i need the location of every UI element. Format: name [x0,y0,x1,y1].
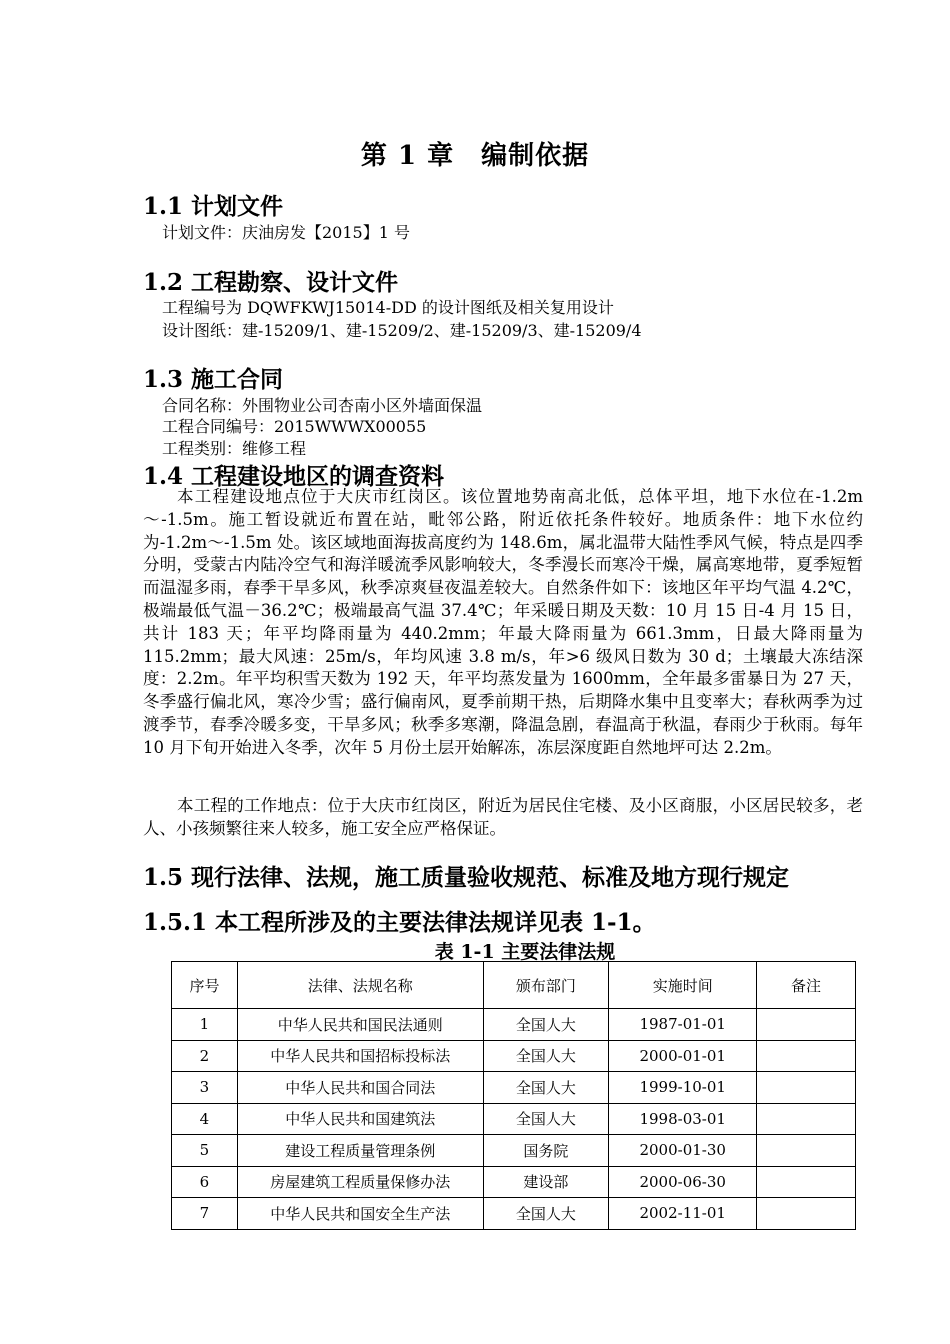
cell-effective-date: 2000-06-30 [609,1166,757,1198]
cell-law-name: 中华人民共和国招标投标法 [237,1040,483,1072]
section-heading-1-5: 1.5 现行法律、法规，施工质量验收规范、标准及地方现行规定 [143,864,790,891]
table-row [172,1103,856,1135]
cell-effective-date: 1999-10-01 [609,1072,757,1104]
table-caption: 表 1-1 主要法律法规 [434,941,616,963]
cell-law-name: 建设工程质量管理条例 [237,1135,483,1167]
drawings-line: 设计图纸：建-15209/1、建-15209/2、建-15209/3、建-15209/4 [162,321,642,340]
cell-law-name: 中华人民共和国建筑法 [237,1103,483,1135]
header-effective-date: 实施时间 [609,962,757,1009]
cell-effective-date: 2000-01-01 [609,1040,757,1072]
cell-department: 全国人大 [483,1009,609,1041]
cell-remarks [757,1198,856,1230]
laws-table [171,961,856,1230]
cell-department: 全国人大 [483,1040,609,1072]
contract-number-line: 工程合同编号：2015WWWX00055 [162,417,427,436]
contract-name-line: 合同名称：外围物业公司杏南小区外墙面保温 [162,396,483,415]
cell-law-name: 中华人民共和国安全生产法 [237,1198,483,1230]
cell-remarks [757,1135,856,1167]
cell-law-name: 中华人民共和国合同法 [237,1072,483,1104]
cell-index: 2 [172,1040,238,1072]
header-remarks: 备注 [757,962,856,1009]
cell-index: 5 [172,1135,238,1167]
cell-law-name: 中华人民共和国民法通则 [237,1009,483,1041]
cell-remarks [757,1103,856,1135]
table-row [172,1166,856,1198]
cell-effective-date: 1987-01-01 [609,1009,757,1041]
survey-paragraph-1: 本工程建设地点位于大庆市红岗区。该位置地势南高北低，总体平坦，地下水位在-1.2m～-1.5m。施工暂设就近布置在站，毗邻公路，附近依托条件较好。地质条件：地下水位约为-1.2m～-1.5m 处。该区域地面海拔高度约为 148.6m，属北温带大陆性季风气候，特点是四季分明，受蒙古内陆冷空气和海洋暖流季风影响较大，冬季漫长而寒冷干燥，属高寒地带，夏季短暂而温湿多雨，春季干旱多风，秋季凉爽昼夜温差较大。自然条件如下：该地区年平均气温 4.2℃，极端最低气温－36.2℃；极端最高气温 37.4℃；年采暖日期及天数：10 月 15 日-4 月 15 日，共计 183 天；年平均降雨量为 440.2mm；年最大降雨量为 661.3mm，日最大降雨量为 115.2mm；最大风速：25m/s，年均风速 3.8 m/s，年>6 级风日数为 30 d；土壤最大冻结深度：2.2m。年平均积雪天数为 192 天，年平均蒸发量为 1600mm，全年最多雷暴日为 27 天，冬季盛行偏北风，寒冷少雪；盛行偏南风，夏季前期干热，后期降水集中且变率大；春秋两季为过渡季节，春季冷暖多变，干旱多风；秋季多寒潮，降温急剧，春温高于秋温，春雨少于秋雨。每年 10 月下旬开始进入冬季，次年 5 月份土层开始解冻，冻层深度距自然地坪可达 2.2m。 [143,487,863,757]
table-row [172,1072,856,1104]
table-row [172,1198,856,1230]
cell-effective-date: 2000-01-30 [609,1135,757,1167]
cell-index: 3 [172,1072,238,1104]
chapter-title: 第 1 章 编制依据 [360,141,590,171]
section-heading-1-3: 1.3 施工合同 [143,366,284,393]
cell-department: 全国人大 [483,1198,609,1230]
project-type-line: 工程类别：维修工程 [162,439,307,458]
table-row [172,1135,856,1167]
section-heading-1-5-1: 1.5.1 本工程所涉及的主要法律法规详见表 1-1。 [143,909,656,936]
cell-effective-date: 2002-11-01 [609,1198,757,1230]
header-law-name: 法律、法规名称 [237,962,483,1009]
cell-index: 6 [172,1166,238,1198]
table-row [172,1009,856,1041]
section-heading-1-2: 1.2 工程勘察、设计文件 [143,269,399,296]
cell-remarks [757,1072,856,1104]
cell-department: 建设部 [483,1166,609,1198]
section-heading-1-1: 1.1 计划文件 [143,193,284,220]
survey-paragraph-2: 本工程的工作地点：位于大庆市红岗区，附近为居民住宅楼、及小区商服，小区居民较多，老人、小孩频繁往来人较多，施工安全应严格保证。 [143,796,863,838]
header-index: 序号 [172,962,238,1009]
cell-department: 全国人大 [483,1072,609,1104]
cell-department: 全国人大 [483,1103,609,1135]
cell-remarks [757,1166,856,1198]
cell-index: 4 [172,1103,238,1135]
cell-law-name: 房屋建筑工程质量保修办法 [237,1166,483,1198]
cell-remarks [757,1009,856,1041]
cell-index: 7 [172,1198,238,1230]
plan-file-line: 计划文件：庆油房发【2015】1 号 [162,223,410,242]
cell-effective-date: 1998-03-01 [609,1103,757,1135]
header-department: 颁布部门 [483,962,609,1009]
cell-index: 1 [172,1009,238,1041]
cell-department: 国务院 [483,1135,609,1167]
table-row [172,1040,856,1072]
section-heading-1-4: 1.4 工程建设地区的调查资料 [143,463,445,490]
table-header-row [172,962,856,1009]
cell-remarks [757,1040,856,1072]
project-number-line: 工程编号为 DQWFKWJ15014-DD 的设计图纸及相关复用设计 [162,298,614,317]
